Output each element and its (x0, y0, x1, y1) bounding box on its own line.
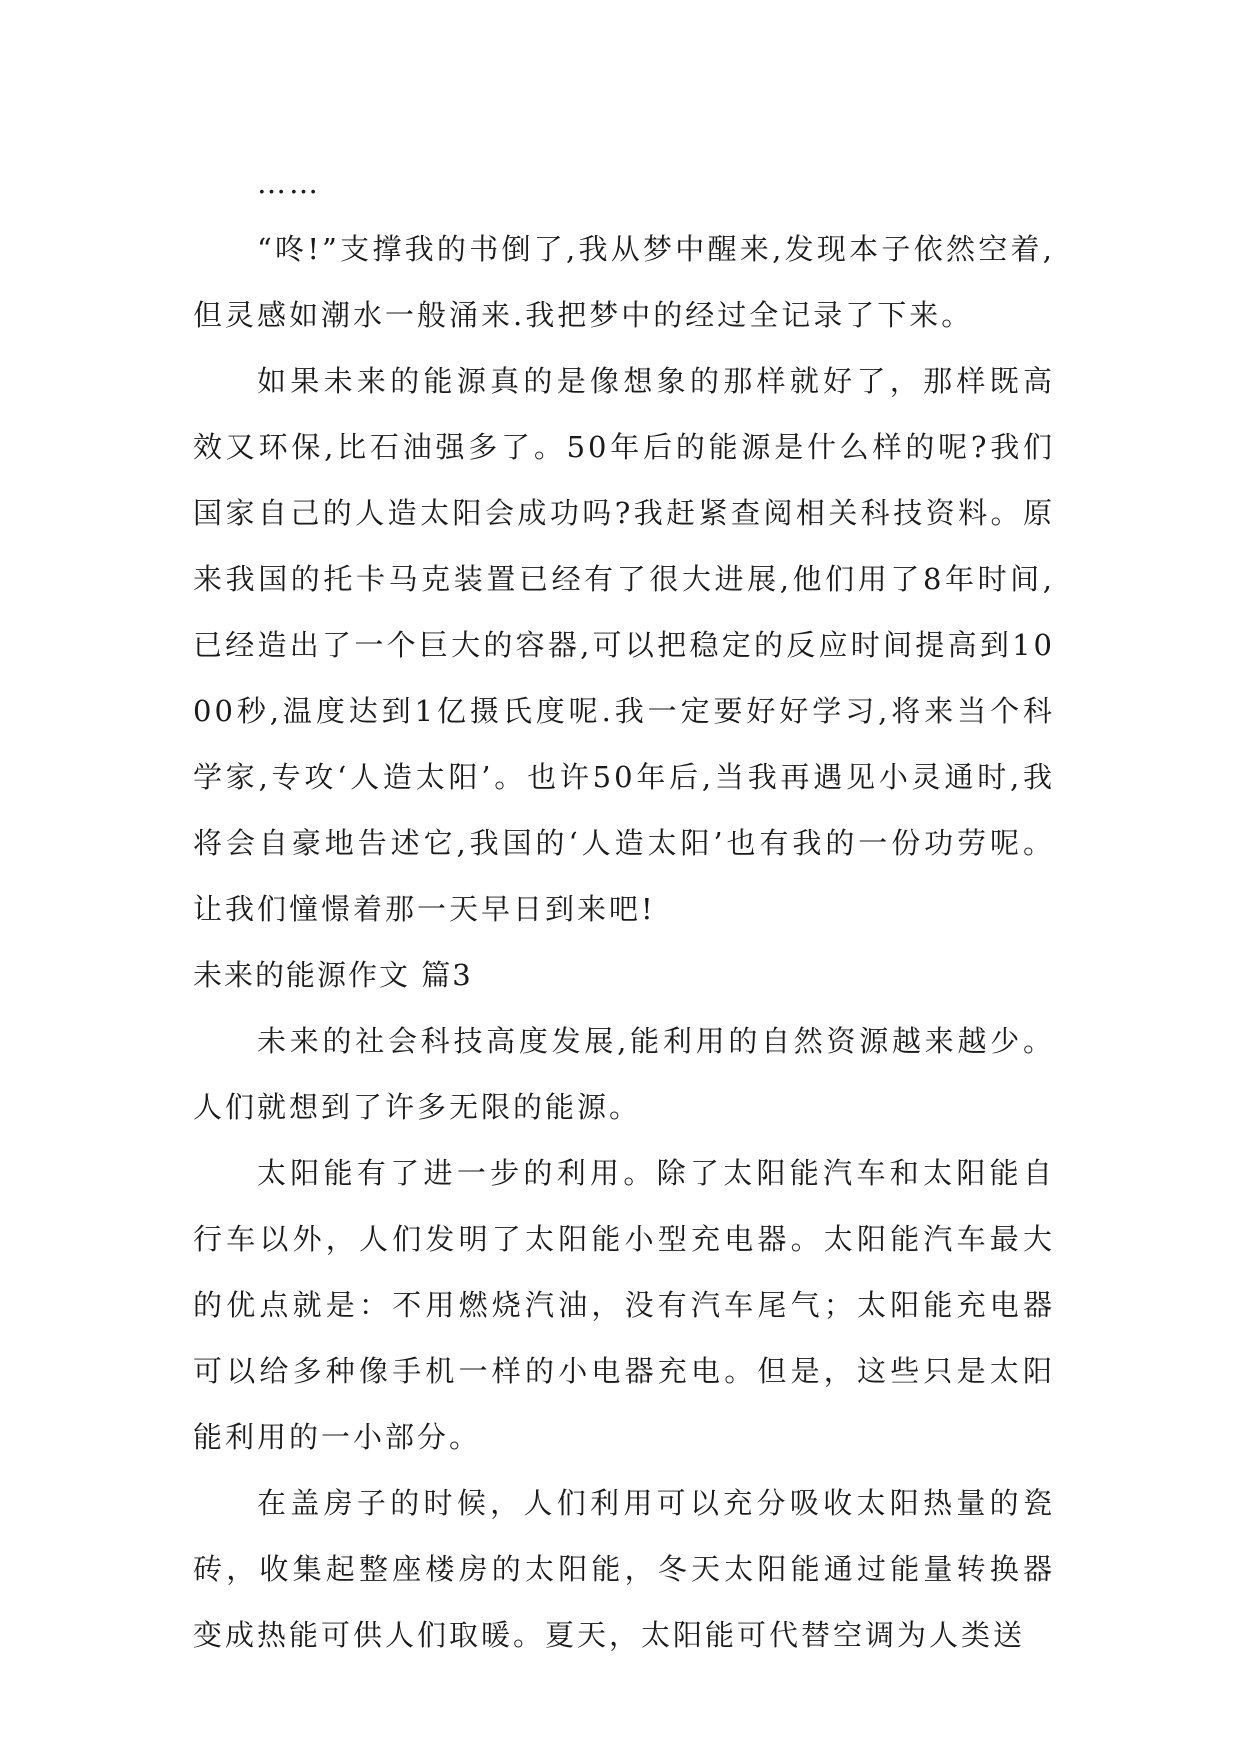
paragraph-intro: 未来的社会科技高度发展,能利用的自然资源越来越少。人们就想到了许多无限的能源。 (193, 1024, 1055, 1124)
paragraph-artificial-sun: 如果未来的能源真的是像想象的那样就好了，那样既高效又环保,比石油强多了。50年后的能源是什么样的呢?我们国家自己的人造太阳会成功吗?我赶紧查阅相关科技资料。原来我国的托卡马克装置已经有了很大进展,他们用了8年时间,已经造出了一个巨大的容器,可以把稳定的反应时间提高到1000秒,温度达到1亿摄氏度呢.我一定要好好学习,将来当个科学家,专攻‘人造太阳’。也许50年后,当我再遇见小灵通时,我将会自豪地告述它,我国的‘人造太阳’也有我的一份功劳呢。让我们憧憬着那一天早日到来吧! (193, 364, 1055, 926)
paragraph-ellipsis: …… (257, 166, 321, 200)
section-heading: 未来的能源作文 篇3 (193, 958, 473, 992)
document-body (193, 150, 1055, 1668)
paragraph-dream-wake: “咚!”支撑我的书倒了,我从梦中醒来,发现本子依然空着,但灵感如潮水一般涌来.我把梦中的经过全记录了下来。 (193, 232, 1055, 332)
paragraph-solar-housing: 在盖房子的时候，人们利用可以充分吸收太阳热量的瓷砖，收集起整座楼房的太阳能，冬天太阳能通过能量转换器变成热能可供人们取暖。夏天，太阳能可代替空调为人类送 (193, 1486, 1055, 1652)
paragraph-solar-uses: 太阳能有了进一步的利用。除了太阳能汽车和太阳能自行车以外，人们发明了太阳能小型充电器。太阳能汽车最大的优点就是：不用燃烧汽油，没有汽车尾气；太阳能充电器可以给多种像手机一样的小电器充电。但是，这些只是太阳能利用的一小部分。 (193, 1156, 1055, 1454)
